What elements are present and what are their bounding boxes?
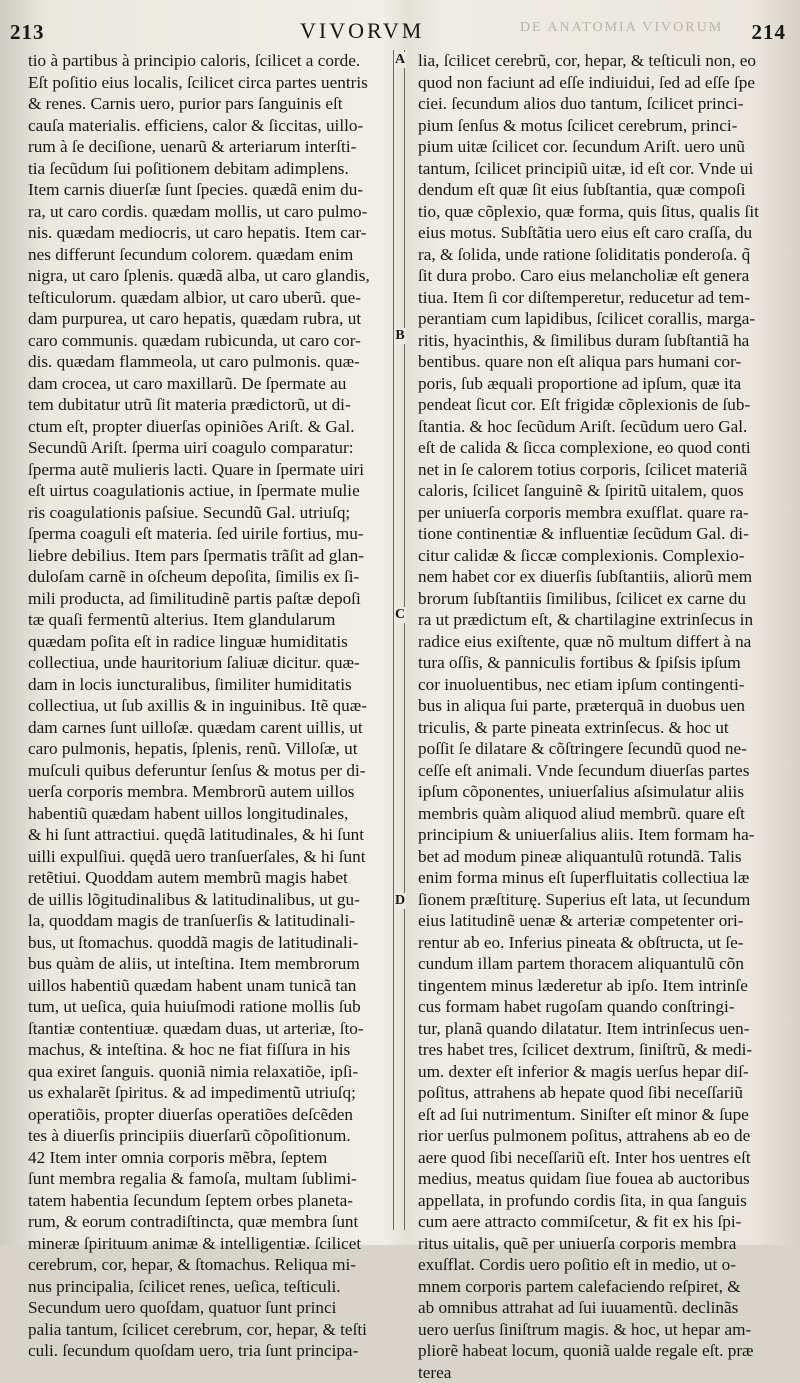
text-line: ris coagulationis paſsiue. Secundũ Gal. utriuſq; bbox=[28, 502, 384, 524]
text-line: Eſt poſitio eius localis, ſcilicet circa partes uentris bbox=[28, 72, 384, 94]
text-line: cundum illam partem thoracem aliquantulũ cõn bbox=[418, 953, 778, 975]
text-line: duloſam carnẽ in oſcheum depoſita, ſimilis ex ſi- bbox=[28, 566, 384, 588]
column-rule-left bbox=[393, 50, 394, 1230]
text-line: collectiua, unde hauritorium ſaliuæ dicitur. quæ- bbox=[28, 652, 384, 674]
left-text-column bbox=[28, 50, 384, 1362]
text-line: ſtantia. & hoc ſecũdum Ariſt. ſecũdum uero Gal. bbox=[418, 416, 778, 438]
text-line: tia ſecũdum ſui poſitionem debitam adimplens. bbox=[28, 158, 384, 180]
text-line: tatem habentia ſecundum ſeptem orbes planeta- bbox=[28, 1190, 384, 1212]
text-line: bus in aliqua ſui parte, præterquã in duobus uen bbox=[418, 695, 778, 717]
text-line: dam carnes ſunt uilloſæ. quædam carent uillis, ut bbox=[28, 717, 384, 739]
text-line: poſſit ſe dilatare & cõſtringere ſecundũ quod ne- bbox=[418, 738, 778, 760]
text-line: ſtantiæ contentiuæ. quædam duas, ut arteriæ, ſto- bbox=[28, 1018, 384, 1040]
text-line: dis. quædam flammeola, ut caro pulmonis. quæ- bbox=[28, 351, 384, 373]
text-line: dam purpurea, ut caro hepatis, quædam rubra, ut bbox=[28, 308, 384, 330]
text-line: eſt ad ſui nutrimentum. Siniſter eſt minor & ſupe bbox=[418, 1104, 778, 1126]
text-line: medius, meatus quidam ſiue fouea ab auctoribus bbox=[418, 1168, 778, 1190]
text-line: palia tantum, ſcilicet cerebrum, cor, hepar, & teſti bbox=[28, 1319, 384, 1341]
text-line: mineræ ſpirituum animæ & intelligentiæ. ſcilicet bbox=[28, 1233, 384, 1255]
text-line: poſitus, attrahens ab hepate quod ſibi neceſſariũ bbox=[418, 1082, 778, 1104]
text-line: culi. ſecundum quoſdam uero, tria ſunt principa- bbox=[28, 1340, 384, 1362]
text-line: radice eius exiſtente, quæ nõ multum differt à na bbox=[418, 631, 778, 653]
text-line: eius latitudinẽ uenæ & arteriæ competenter ori- bbox=[418, 910, 778, 932]
text-line: triculis, & parte pineata extrinſecus. & hoc ut bbox=[418, 717, 778, 739]
text-line: uilli expulſiui. quędã uero tranſuerſales, & hi ſunt bbox=[28, 846, 384, 868]
text-line: pium uitæ ſcilicet cor. ſecundum Ariſt. uero unũ bbox=[418, 136, 778, 158]
text-line: tem dubitatur utrũ ſit materia prædictorũ, ut di- bbox=[28, 394, 384, 416]
text-line: ra, & ſolida, unde ratione ſoliditatis ponderoſa. q̃ bbox=[418, 244, 778, 266]
text-line: tura oſſis, & panniculis fortibus & ſpiſsis ipſum bbox=[418, 652, 778, 674]
text-line: principium & uniuerſalius aliis. Item formam ha- bbox=[418, 824, 778, 846]
text-line: tres habet tres, ſcilicet dextrum, ſiniſtrũ, & medi- bbox=[418, 1039, 778, 1061]
page-number-left: 213 bbox=[10, 20, 45, 45]
text-line: net in ſe calorem totius corporis, ſcilicet materiã bbox=[418, 459, 778, 481]
margin-letter-a: A bbox=[394, 52, 406, 68]
text-line: terea bbox=[418, 1362, 778, 1383]
margin-letter-c: C bbox=[394, 607, 406, 623]
text-line: nigra, ut caro ſplenis. quædã alba, ut caro glandis, bbox=[28, 265, 384, 287]
text-line: enim forma minus eſt ſuperfluitatis collectiua læ bbox=[418, 867, 778, 889]
text-line: tingentem minus læderetur ab ipſo. Item intrinſe bbox=[418, 975, 778, 997]
text-line: ſionem præſtiturę. Superius eſt lata, ut ſecundum bbox=[418, 889, 778, 911]
text-line: & renes. Carnis uero, purior pars ſanguinis eſt bbox=[28, 93, 384, 115]
text-line: ceſſe eſt animali. Vnde ſecundum diuerſas partes bbox=[418, 760, 778, 782]
text-line: eius motus. Subſtãtia uero eius eſt caro craſſa, du bbox=[418, 222, 778, 244]
text-line: brorum ſubſtantiis ſimilibus, ſcilicet ex carne du bbox=[418, 588, 778, 610]
text-line: tiua. Item ſi cor diſtemperetur, reducetur ad tem- bbox=[418, 287, 778, 309]
text-line: mili producta, ad ſimilitudinẽ partis paſtæ depoſi bbox=[28, 588, 384, 610]
text-line: aere quod ſibi neceſſariũ eſt. Inter hos uentres eſt bbox=[418, 1147, 778, 1169]
text-line: ra, ut caro cordis. quædam mollis, ut caro pulmo- bbox=[28, 201, 384, 223]
text-line: um. dexter eſt inferior & magis uerſus hepar diſ- bbox=[418, 1061, 778, 1083]
text-line: muſculi quibus deferuntur ſenſus & motus per di- bbox=[28, 760, 384, 782]
text-line: caloris, ſcilicet ſanguinẽ & ſpiritũ uitalem, quos bbox=[418, 480, 778, 502]
text-line: appellata, in profundo cordis ſita, in qua ſanguis bbox=[418, 1190, 778, 1212]
text-line: ra ut prædictum eſt, & chartilagine extrinſecus in bbox=[418, 609, 778, 631]
text-line: nes differunt ſecundum colorem. quædam enim bbox=[28, 244, 384, 266]
text-line: Item carnis diuerſæ ſunt ſpecies. quædã enim du- bbox=[28, 179, 384, 201]
text-line: cum aere attracto commiſcetur, & fit ex his ſpi- bbox=[418, 1211, 778, 1233]
text-line: ab omnibus attrahat ad ſui iuuamentũ. declinãs bbox=[418, 1297, 778, 1319]
text-line: ſperma autẽ mulieris lacti. Quare in ſpermate uiri bbox=[28, 459, 384, 481]
text-line: teſticulorum. quædam albior, ut caro uberũ. que- bbox=[28, 287, 384, 309]
text-line: tur, planã quando dilatatur. Item intrinſecus uen- bbox=[418, 1018, 778, 1040]
text-line: uerſa corporis membra. Membrorũ autem uillos bbox=[28, 781, 384, 803]
text-line: bet ad modum pineæ aliquantulũ rotundã. Talis bbox=[418, 846, 778, 868]
text-line: rum à ſe deciſione, uenarũ & arteriarum interſti- bbox=[28, 136, 384, 158]
text-line: ſperma coaguli eſt materia. ſed uirile fortius, mu- bbox=[28, 523, 384, 545]
text-line: uero uerſus ſiniſtrum magis. & hoc, ut hepar am- bbox=[418, 1319, 778, 1341]
right-text-column bbox=[418, 50, 778, 1383]
text-line: us exhalarẽt ſpiritus. & ad impedimentũ utriuſq; bbox=[28, 1082, 384, 1104]
text-line: rum, & eorum contradiſtincta, quæ membra ſunt bbox=[28, 1211, 384, 1233]
text-line: ritus uitalis, quẽ per uniuerſa corporis membra bbox=[418, 1233, 778, 1255]
text-line: caro communis. quædam rubicunda, ut caro cor- bbox=[28, 330, 384, 352]
text-line: la, quoddam magis de tranſuerſis & latitudinali- bbox=[28, 910, 384, 932]
text-line: ritis, hyacinthis, & ſimilibus duram ſubſtantiã ha bbox=[418, 330, 778, 352]
text-line: ſunt membra regalia & famoſa, multam ſublimi- bbox=[28, 1168, 384, 1190]
text-line: lia, ſcilicet cerebrũ, cor, hepar, & teſticuli non, eo bbox=[418, 50, 778, 72]
page-number-right: 214 bbox=[752, 20, 787, 45]
text-line: perantiam cum lapidibus, ſcilicet corallis, marga- bbox=[418, 308, 778, 330]
text-line: tione continentiæ & influentiæ ſecũdum Gal. di- bbox=[418, 523, 778, 545]
page-header bbox=[0, 18, 800, 46]
text-line: cauſa materialis. efficiens, calor & ſiccitas, uillo- bbox=[28, 115, 384, 137]
margin-letter-d: D bbox=[394, 893, 406, 909]
text-line: Secundũ Ariſt. ſperma uiri coagulo comparatur: bbox=[28, 437, 384, 459]
text-line: tum, ut ueſica, quia huiuſmodi ratione mollis ſub bbox=[28, 996, 384, 1018]
text-line: tantum, ſcilicet principiũ uitæ, id eſt cor. Vnde ui bbox=[418, 158, 778, 180]
text-line: ctum eſt, propter diuerſas opiniões Ariſt. & Gal. bbox=[28, 416, 384, 438]
text-line: machus, & inteſtina. & hoc ne fiat fiſſura in his bbox=[28, 1039, 384, 1061]
text-line: quod non faciunt ad eſſe indiuidui, ſed ad eſſe ſpe bbox=[418, 72, 778, 94]
text-line: collectiua, ut ſub axillis & in inguinibus. Itẽ quæ- bbox=[28, 695, 384, 717]
text-line: operatiõis, propter diuerſas operatiões deſcẽden bbox=[28, 1104, 384, 1126]
text-line: retẽtiui. Quoddam autem membrũ magis habet bbox=[28, 867, 384, 889]
text-line: bus quàm de aliis, ut inteſtina. Item membrorum bbox=[28, 953, 384, 975]
text-line: bentibus. quare non eſt aliqua pars humani cor- bbox=[418, 351, 778, 373]
text-line: poris, ſub æquali proportione ad ipſum, quæ ita bbox=[418, 373, 778, 395]
text-line: tio à partibus à principio caloris, ſcilicet a corde. bbox=[28, 50, 384, 72]
text-line: pliorẽ habeat locum, quoniã ualde regale eſt. præ bbox=[418, 1340, 778, 1362]
text-line: liebre debilius. Item pars ſpermatis trãſit ad glan- bbox=[28, 545, 384, 567]
text-line: ipſum cõponentes, uniuerſalius aſsimulatur aliis bbox=[418, 781, 778, 803]
text-line: dam crocea, ut caro maxillarũ. De ſpermate au bbox=[28, 373, 384, 395]
margin-letter-b: B bbox=[394, 328, 406, 344]
running-title: VIVORVM bbox=[300, 18, 424, 44]
text-line: habentiũ quædam habent uillos longitudinales, bbox=[28, 803, 384, 825]
text-line: caro pulmonis, hepatis, ſplenis, renũ. Villoſæ, ut bbox=[28, 738, 384, 760]
text-line: bus, ut ſtomachus. quoddã magis de latitudinali- bbox=[28, 932, 384, 954]
text-line: pium ſenſus & motus ſcilicet cerebrum, princi- bbox=[418, 115, 778, 137]
text-line: eſt de calida & ſicca complexione, eo quod conti bbox=[418, 437, 778, 459]
text-line: 42 Item inter omnia corporis mẽbra, ſeptem bbox=[28, 1147, 384, 1169]
text-line: cor inuoluentibus, nec etiam ipſum contingenti- bbox=[418, 674, 778, 696]
text-line: citur calidæ & ſiccæ complexionis. Complexio- bbox=[418, 545, 778, 567]
text-line: nem habet cor ex diuerſis ſubſtantiis, aliorũ mem bbox=[418, 566, 778, 588]
text-line: quædam poſita eſt in radice linguæ humiditatis bbox=[28, 631, 384, 653]
text-line: membris quàm aliquod aliud membrũ. quare eſt bbox=[418, 803, 778, 825]
text-line: ſit dura probo. Caro eius melancholiæ eſt genera bbox=[418, 265, 778, 287]
text-line: rior uerſus pulmonem poſitus, attrahens ab eo de bbox=[418, 1125, 778, 1147]
text-line: Secundum uero quoſdam, quatuor ſunt princi bbox=[28, 1297, 384, 1319]
text-line: per uniuerſa corporis membra exuſflat. quare ra- bbox=[418, 502, 778, 524]
text-line: cerebrum, cor, hepar, & ſtomachus. Reliqua mi- bbox=[28, 1254, 384, 1276]
text-line: nis. quædam mediocris, ut caro hepatis. Item car- bbox=[28, 222, 384, 244]
text-line: dam in locis iuncturalibus, ſimiliter humiditatis bbox=[28, 674, 384, 696]
text-line: tæ quaſi fermentũ alterius. Item glandularum bbox=[28, 609, 384, 631]
text-line: cus formam habet rugoſam quando conſtringi- bbox=[418, 996, 778, 1018]
text-line: uillos habentiũ quædam habent unam tunicã tan bbox=[28, 975, 384, 997]
text-line: pendeat ſicut cor. Eſt frigidæ cõplexionis de ſub- bbox=[418, 394, 778, 416]
text-line: ciei. ſecundum alios duo tantum, ſcilicet princi- bbox=[418, 93, 778, 115]
text-line: eſt uirtus coagulationis actiue, in ſpermate mulie bbox=[28, 480, 384, 502]
text-line: tes à diuerſis principiis diuerſarũ cõpoſitionum. bbox=[28, 1125, 384, 1147]
text-line: nus principalia, ſcilicet renes, ueſica, teſticuli. bbox=[28, 1276, 384, 1298]
bleed-through-title: DE ANATOMIA VIVORUM bbox=[520, 20, 723, 36]
text-line: mnem corporis partem calefaciendo reſpiret, & bbox=[418, 1276, 778, 1298]
text-line: rentur ab eo. Inferius pineata & obſtructa, ut ſe- bbox=[418, 932, 778, 954]
text-line: exuſflat. Cordis uero poſitio eſt in medio, ut o- bbox=[418, 1254, 778, 1276]
column-rule-right bbox=[404, 50, 405, 1230]
text-line: & hi ſunt attractiui. quędã latitudinales, & hi ſunt bbox=[28, 824, 384, 846]
text-line: de uillis lõgitudinalibus & latitudinalibus, ut gu- bbox=[28, 889, 384, 911]
text-line: qua exiret ſanguis. quoniã nimia relaxatiõe, ipſi- bbox=[28, 1061, 384, 1083]
text-line: tio, quæ cõplexio, quæ forma, quis ſitus, qualis ſit bbox=[418, 201, 778, 223]
text-line: dendum eſt quæ ſit eius ſubſtantia, quæ compoſi bbox=[418, 179, 778, 201]
